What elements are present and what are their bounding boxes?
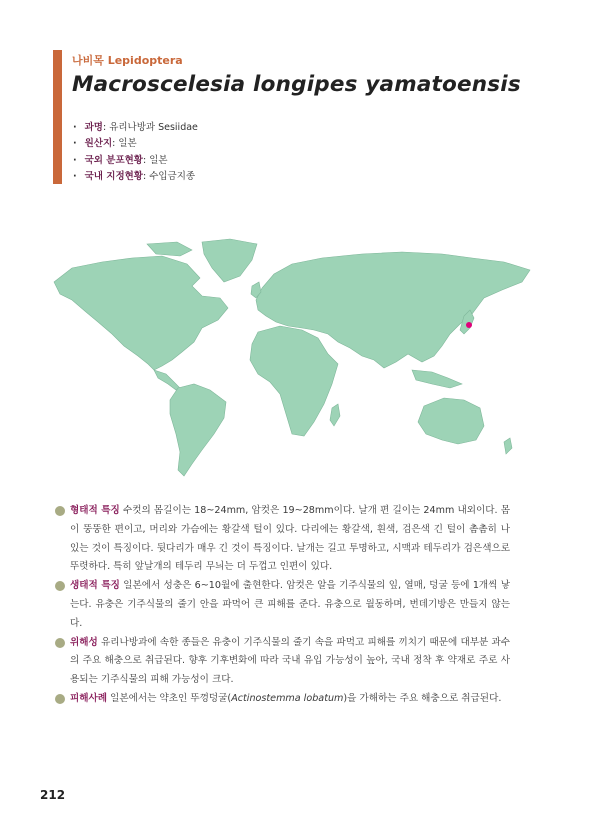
world-distribution-map (52, 238, 537, 488)
landmass-greenland (202, 239, 257, 282)
landmass-central-america (154, 370, 180, 390)
page-number: 212 (40, 788, 66, 802)
bullet-icon (55, 694, 65, 704)
bullet-icon (55, 581, 65, 591)
landmass-southeast-asia-islands (412, 370, 462, 388)
landmass-africa (250, 326, 338, 436)
landmass-north-america (54, 256, 228, 370)
section-morphology: 형태적 특징 수컷의 몸길이는 18~24mm, 암컷은 19~28mm이다. 날개 편 길이는 24mm 내외이다. 몸이 뚱뚱한 편이고, 머리와 가슴에는 황갈색 털이 있다. 다리에는 황갈색, 흰색, 검은색 긴 털이 촘촘히 나 있는 것이 특징이다. 뒷다리가 매우 긴 것이 특징이다. 날개는 길고 투명하고, 시맥과 테두리가 검은색으로 뚜렷하다. 특히 앞날개의 테두리 무늬는 더 두껍고 인편이 있다. (55, 502, 510, 577)
species-title: Macroscelesia longipes yamatoensis (72, 72, 521, 97)
info-item-origin: · 원산지: 일본 (73, 136, 198, 152)
landmass-arctic-islands (147, 242, 192, 256)
info-item-family: · 과명: 유리나방과 Sesiidae (73, 120, 198, 136)
landmass-madagascar (330, 404, 340, 426)
distribution-marker-japan (466, 322, 472, 328)
description-body (55, 502, 510, 709)
bullet-icon (55, 506, 65, 516)
info-item-foreign-distribution: · 국외 분포현황: 일본 (73, 153, 198, 169)
info-item-domestic-status: · 국내 지정현황: 수입금지종 (73, 169, 198, 185)
header-accent-bar (53, 50, 62, 184)
landmass-new-zealand (504, 438, 512, 454)
section-ecology: 생태적 특징 일본에서 성충은 6~10월에 출현한다. 암컷은 알을 기주식물의 잎, 열매, 덩굴 등에 1개씩 낳는다. 유충은 기주식물의 줄기 안을 파먹어 큰 피해를 준다. 유충으로 월동하며, 번데기방은 만들지 않는다. (55, 577, 510, 633)
landmass-australia (418, 398, 484, 444)
landmass-south-america (170, 384, 226, 476)
info-list (73, 120, 198, 185)
bullet-icon (55, 638, 65, 648)
section-risk: 위해성 유리나방과에 속한 종들은 유충이 기주식물의 줄기 속을 파먹고 피해를 끼치기 때문에 대부분 과수의 주요 해충으로 취급된다. 향후 기후변화에 따라 국내 유입 가능성이 높아, 국내 정착 후 약재로 주로 사용되는 기주식물의 피해 가능성이 크다. (55, 634, 510, 690)
order-label: 나비목 Lepidoptera (72, 54, 183, 67)
section-damage-cases: 피해사례 일본에서는 약초인 뚜껑덩굴(Actinostemma lobatum)을 가해하는 주요 해충으로 취급된다. (55, 690, 510, 709)
